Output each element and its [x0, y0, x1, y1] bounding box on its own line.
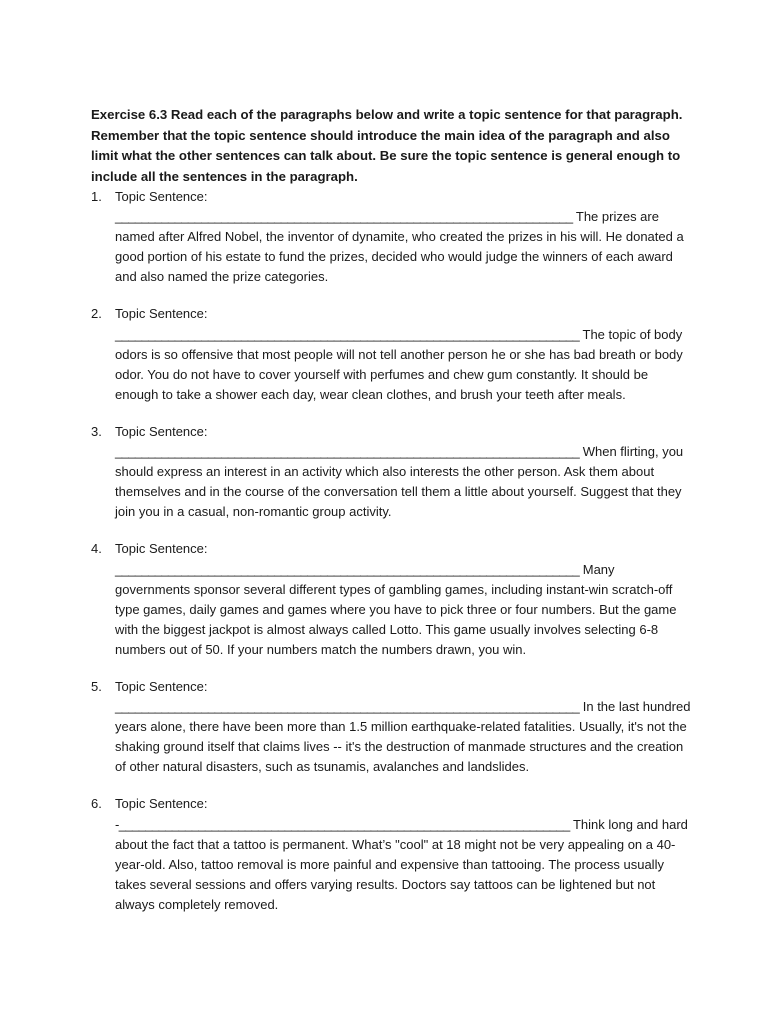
paragraph-text: The topic of body odors is so offensive that most people will not tell another person he or she has bad breath or body odor. You do not have to cover yourself with perfumes and chew gum constantly. It should be enough to take a shower each day, wear clean clothes, and brush your teeth after meals.: [115, 326, 683, 402]
exercise-number: 5.: [91, 678, 102, 694]
paragraph-text: Many governments sponsor several different types of gambling games, including instant-win scratch-off type games, daily games and games where you have to pick three or four numbers. But the game with the biggest jackpot is almost always called Lotto. This game usually involves selecting 6-8 numbers out of 50. If your numbers match the numbers drawn, you win.: [115, 561, 677, 657]
exercise-paragraph: [115, 697, 691, 777]
paragraph-text: In the last hundred years alone, there have been more than 1.5 million earthquake-related fatalities. Usually, it's not the shaking ground itself that claims lives -- it's the destruction of manmade structures and the creation of other natural disasters, such as tsunamis, avalanches and landslides.: [115, 699, 691, 775]
paragraph-text: Think long and hard about the fact that a tattoo is permanent. What’s "cool" at 18 might not be very appealing on a 40-year-old. Also, tattoo removal is more painful and expensive than tattooing. The process usually takes several sessions and offers varying results. Doctors say tattoos can be lightened but not always completely removed.: [115, 816, 688, 912]
answer-blank: ______________________________________________________________________: [115, 444, 580, 460]
exercise-item: [91, 304, 691, 404]
answer-blank: -____________________________________________________________________: [115, 816, 570, 832]
exercise-number: 3.: [91, 423, 102, 439]
topic-sentence-label: Topic Sentence:: [115, 189, 208, 204]
answer-blank: ______________________________________________________________________: [115, 561, 580, 577]
paragraph-text: The prizes are named after Alfred Nobel, the inventor of dynamite, who created the prizes in his will. He donated a good portion of his estate to fund the prizes, decided who would judge the winners of each award and also named the prize categories.: [115, 209, 684, 285]
exercise-item: [91, 794, 691, 915]
exercise-item: [91, 187, 691, 287]
exercise-paragraph: [115, 560, 691, 660]
exercise-number: 4.: [91, 541, 102, 557]
topic-sentence-label: Topic Sentence:: [115, 796, 208, 812]
exercise-number: 6.: [91, 796, 102, 812]
exercise-item: [91, 422, 691, 522]
paragraph-text: When flirting, you should express an interest in an activity which also interests the other person. Ask them about themselves and in the course of the conversation tell them a little about yourself. Suggest that they join you in a casual, non-romantic group activity.: [115, 444, 684, 520]
exercise-paragraph: [115, 207, 691, 287]
exercise-item: [91, 539, 691, 660]
topic-sentence-label: Topic Sentence:: [115, 306, 208, 322]
exercise-item: [91, 677, 691, 777]
exercise-paragraph: [115, 815, 691, 915]
answer-blank: ______________________________________________________________________: [115, 699, 580, 715]
topic-sentence-label: Topic Sentence:: [115, 678, 208, 694]
answer-blank: ______________________________________________________________________: [115, 326, 580, 342]
topic-sentence-label: Topic Sentence:: [115, 423, 208, 439]
exercise-instructions: Exercise 6.3 Read each of the paragraphs below and write a topic sentence for that paragraph. Remember that the topic sentence should introduce the main idea of the paragraph and also limit what the other sentences can talk about. Be sure the topic sentence is general enough to include all the sentences in the paragraph.: [91, 107, 683, 184]
exercise-paragraph: [115, 442, 691, 522]
answer-blank: _____________________________________________________________________: [115, 209, 573, 225]
exercise-paragraph: [115, 325, 691, 405]
exercise-number: 1.: [91, 189, 102, 204]
exercise-list: [91, 187, 691, 932]
topic-sentence-label: Topic Sentence:: [115, 541, 208, 557]
exercise-number: 2.: [91, 306, 102, 322]
